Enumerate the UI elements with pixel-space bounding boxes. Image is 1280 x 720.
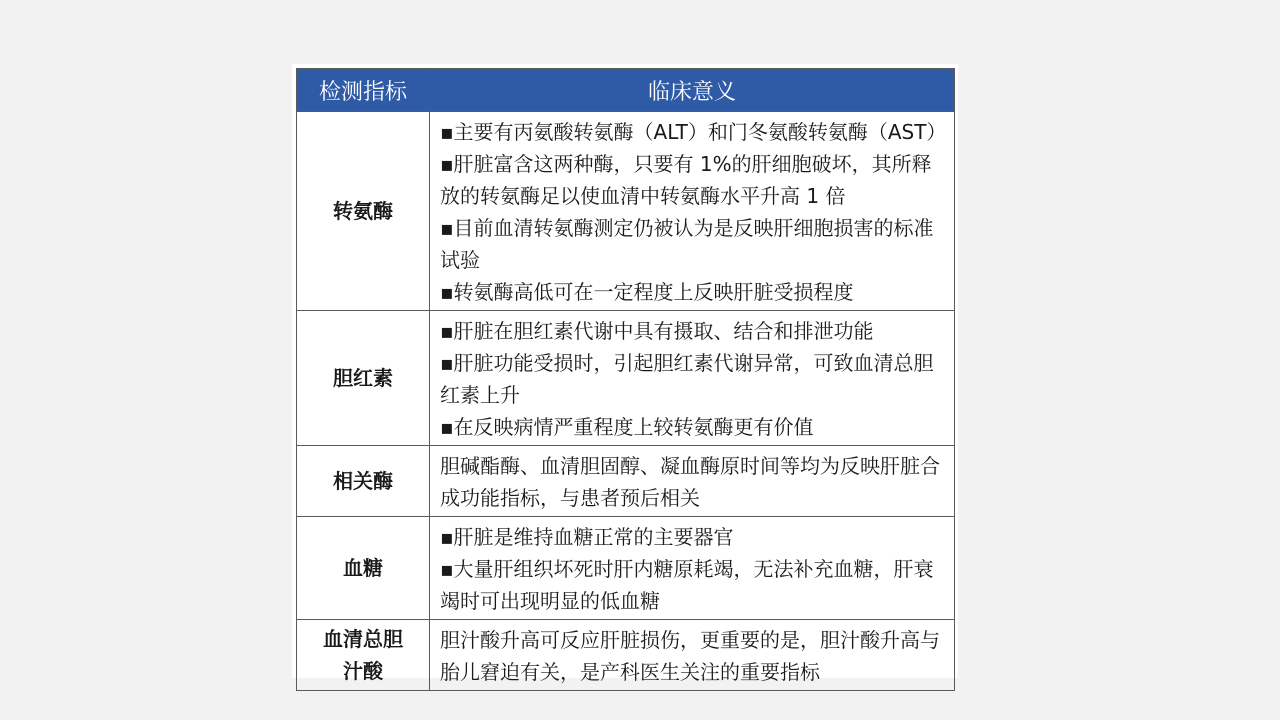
indicator-name: 胆红素: [333, 366, 393, 390]
significance-line: ▪主要有丙氨酸转氨酶（ALT）和门冬氨酸转氨酶（AST）: [440, 120, 947, 144]
indicator-name: 相关酶: [333, 469, 393, 493]
indicator-name-cell: [297, 311, 430, 446]
indicator-name-cell: [297, 112, 430, 311]
significance-line: 胆汁酸升高可反应肝脏损伤，更重要的是，胆汁酸升高与胎儿窘迫有关，是产科医生关注的重要指标: [440, 628, 940, 684]
table-row-bilirubin: [297, 311, 955, 446]
significance-cell: [430, 446, 955, 517]
indicator-name: 转氨酶: [333, 199, 393, 223]
significance-line: 胆碱酯酶、血清胆固醇、凝血酶原时间等均为反映肝脏合成功能指标，与患者预后相关: [440, 454, 940, 510]
significance-line: ▪转氨酶高低可在一定程度上反映肝脏受损程度: [440, 280, 854, 304]
significance-line: ▪在反映病情严重程度上较转氨酶更有价值: [440, 415, 814, 439]
indicator-name: 血清总胆: [323, 627, 403, 651]
table-row-bile-acid: [297, 620, 955, 691]
table-row-related-enzymes: [297, 446, 955, 517]
header-indicator: 检测指标: [297, 69, 430, 112]
indicator-name: 血糖: [343, 556, 383, 580]
indicator-name-cell: [297, 446, 430, 517]
significance-cell: [430, 620, 955, 691]
table-row-blood-glucose: [297, 517, 955, 620]
significance-line: ▪肝脏功能受损时，引起胆红素代谢异常，可致血清总胆红素上升: [440, 351, 934, 407]
significance-cell: [430, 517, 955, 620]
indicator-name-cell: [297, 517, 430, 620]
significance-line: ▪大量肝组织坏死时肝内糖原耗竭，无法补充血糖，肝衰竭时可出现明显的低血糖: [440, 557, 934, 613]
indicator-name-cell: [297, 620, 430, 691]
indicator-name: 汁酸: [343, 659, 383, 683]
significance-cell: [430, 112, 955, 311]
significance-cell: [430, 311, 955, 446]
header-row: [297, 69, 955, 112]
indicator-table: [296, 68, 955, 691]
significance-line: ▪肝脏在胆红素代谢中具有摄取、结合和排泄功能: [440, 319, 874, 343]
significance-line: ▪肝脏富含这两种酶，只要有 1%的肝细胞破坏，其所释放的转氨酶足以使血清中转氨酶水平升高 1 倍: [440, 152, 932, 208]
significance-line: ▪肝脏是维持血糖正常的主要器官: [440, 525, 734, 549]
table-row-transaminase: [297, 112, 955, 311]
significance-line: ▪目前血清转氨酶测定仍被认为是反映肝细胞损害的标准试验: [440, 216, 934, 272]
header-clinical-significance: 临床意义: [430, 69, 955, 112]
